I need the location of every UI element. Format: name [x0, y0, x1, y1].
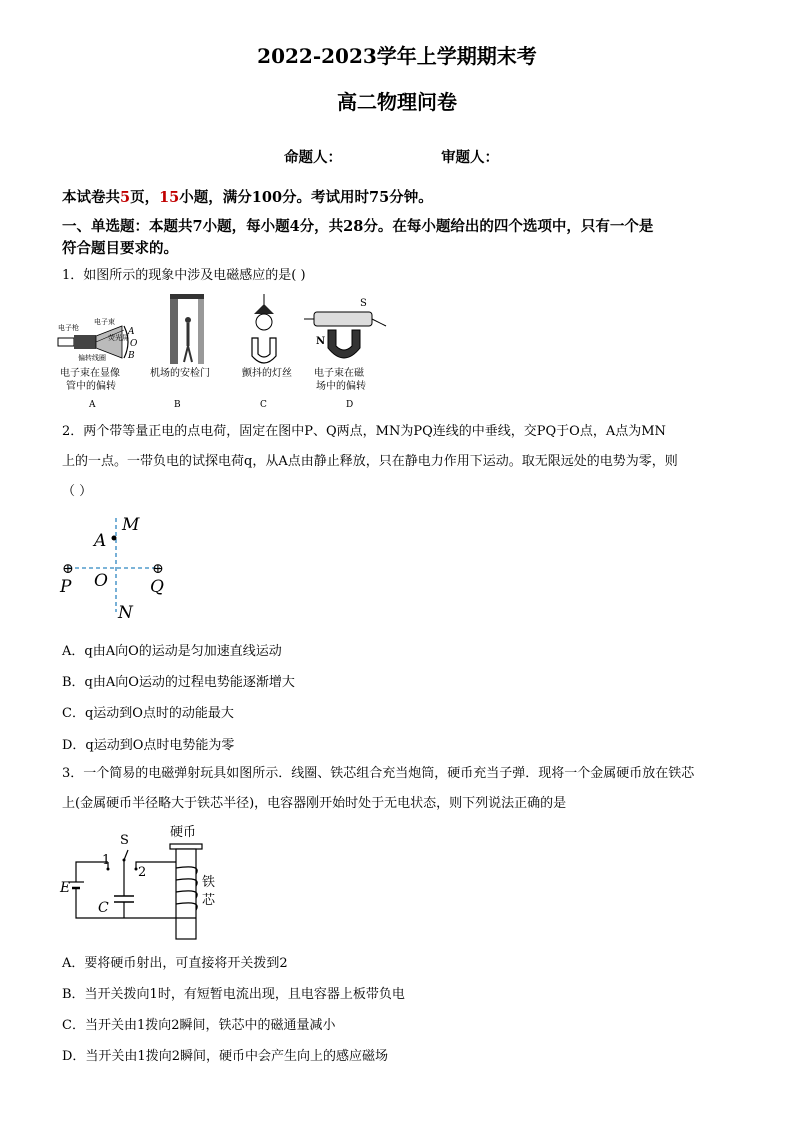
exam-title: 2022-2023学年上学期期末考	[257, 44, 537, 68]
q2-figure	[56, 512, 176, 624]
intro-prefix: 本试卷共	[62, 189, 120, 206]
coil-label: 偏转线圈	[78, 354, 106, 362]
coin-shape	[170, 844, 202, 849]
q1-figure-a	[58, 317, 138, 410]
q3-figure	[58, 822, 228, 942]
electron-gun-shape	[58, 338, 74, 346]
fig-d-caption-2: 场中的偏转	[316, 381, 366, 392]
setter-label: 命题人：	[284, 149, 342, 166]
south-pole-label: S	[360, 298, 367, 309]
q2-option-b: B．q由A向O运动的过程电势能逐渐增大	[62, 675, 295, 690]
fig-c-letter: C	[260, 400, 267, 410]
fig-a-caption-2: 管中的偏转	[66, 381, 116, 392]
label-n: N	[118, 603, 133, 623]
magnet-shape	[328, 330, 360, 358]
q3-option-b: B．当开关拨向1时，有短暂电流出现，且电容器上板带负电	[62, 987, 405, 1002]
authors-line	[284, 146, 499, 167]
beam-label: 电子束	[94, 318, 115, 326]
fig-c-caption: 颤抖的灯丝	[242, 368, 292, 379]
q1-stem: 1．如图所示的现象中涉及电磁感应的是( )	[62, 268, 306, 283]
emf-label: E	[60, 880, 71, 896]
crt-point-o: O	[130, 339, 138, 349]
fig-d-letter: D	[346, 400, 354, 410]
exam-intro	[62, 186, 433, 207]
label-o: O	[94, 571, 108, 591]
q1-figure-d	[304, 298, 386, 410]
fig-a-caption-1: 电子束在显像	[60, 368, 120, 379]
switch-label: S	[120, 833, 129, 848]
fig-b-letter: B	[174, 400, 181, 410]
u-magnet-shape	[252, 338, 276, 363]
section-line-1: 一、单选题：本题共7小题，每小题4分，共28分。在每小题给出的四个选项中，只有一个是	[62, 218, 654, 235]
exam-subtitle: 高二物理问卷	[337, 90, 457, 114]
deflection-coil-shape	[74, 335, 96, 349]
point-a-dot	[112, 536, 117, 541]
iron-core-shape	[176, 849, 196, 939]
north-pole-label: N	[316, 336, 326, 347]
reviewer-label: 审题人：	[441, 149, 500, 166]
charge-p-symbol: ⊕	[62, 561, 74, 577]
switch-blade	[124, 850, 128, 860]
capacitor-label: C	[98, 900, 109, 916]
label-m: M	[122, 515, 140, 535]
gate-post-left	[170, 296, 178, 364]
q2-line-1: 2．两个带等量正电的点电荷，固定在图中P、Q两点，MN为PQ连线的中垂线，交PQ于O点，A点为MN	[62, 424, 666, 439]
section-line-2: 符合题目要求的。	[62, 240, 178, 257]
crt-point-a: A	[128, 327, 135, 337]
q2-option-a: A．q由A向O的运动是匀加速直线运动	[62, 644, 282, 659]
fig-b-caption: 机场的安检门	[150, 368, 210, 379]
gun-label: 电子枪	[58, 324, 79, 332]
q1-figure-c	[242, 294, 292, 410]
q3-option-a: A．要将硬币射出，可直接将开关拨到2	[62, 956, 288, 971]
gate-post-right	[198, 296, 204, 364]
label-p: P	[60, 577, 72, 597]
q1-figures	[52, 290, 412, 412]
q2-line-2: 上的一点。一带负电的试探电荷q，从A点由静止释放，只在静电力作用下运动。取无限远处的电势为零，则	[62, 454, 678, 469]
iron-label-1: 铁	[202, 875, 216, 890]
tube-shape	[314, 312, 372, 326]
label-a: A	[94, 531, 107, 551]
fig-a-letter: A	[89, 400, 96, 410]
fig-d-caption-1: 电子束在磁	[314, 368, 364, 379]
q2-option-d: D．q运动到O点时电势能为零	[62, 738, 235, 753]
bulb-shape	[256, 314, 272, 330]
contact-2-label: 2	[138, 865, 147, 880]
q3-option-d: D．当开关由1拨向2瞬间，硬币中会产生向上的感应磁场	[62, 1049, 388, 1064]
charge-q-symbol: ⊕	[152, 561, 164, 577]
q3-line-1: 3．一个简易的电磁弹射玩具如图所示．线圈、铁芯组合充当炮筒，硬币充当子弹．现将一个金属硬币放在铁芯	[62, 766, 695, 781]
intro-suffix: 小题，满分100分。考试用时75分钟。	[179, 189, 433, 206]
coin-label: 硬币	[170, 825, 197, 840]
q3-option-c: C．当开关由1拨向2瞬间，铁芯中的磁通量减小	[62, 1018, 336, 1033]
label-q: Q	[150, 577, 164, 597]
contact-1-label: 1	[102, 853, 111, 868]
q3-line-2: 上(金属硬币半径略大于铁芯半径)，电容器刚开始时处于无电状态，则下列说法正确的是	[62, 796, 567, 811]
section-header	[62, 216, 742, 260]
iron-label-2: 芯	[202, 893, 216, 908]
q2-line-3: （ ）	[62, 484, 93, 499]
page-count: 5	[120, 189, 131, 206]
intro-mid: 页，	[130, 189, 160, 206]
q1-figure-b	[150, 294, 210, 410]
crt-point-b: B	[128, 351, 135, 361]
q2-option-c: C．q运动到O点时的动能最大	[62, 706, 234, 721]
screen-label: 荧光屏	[108, 334, 129, 342]
question-count: 15	[159, 189, 180, 206]
